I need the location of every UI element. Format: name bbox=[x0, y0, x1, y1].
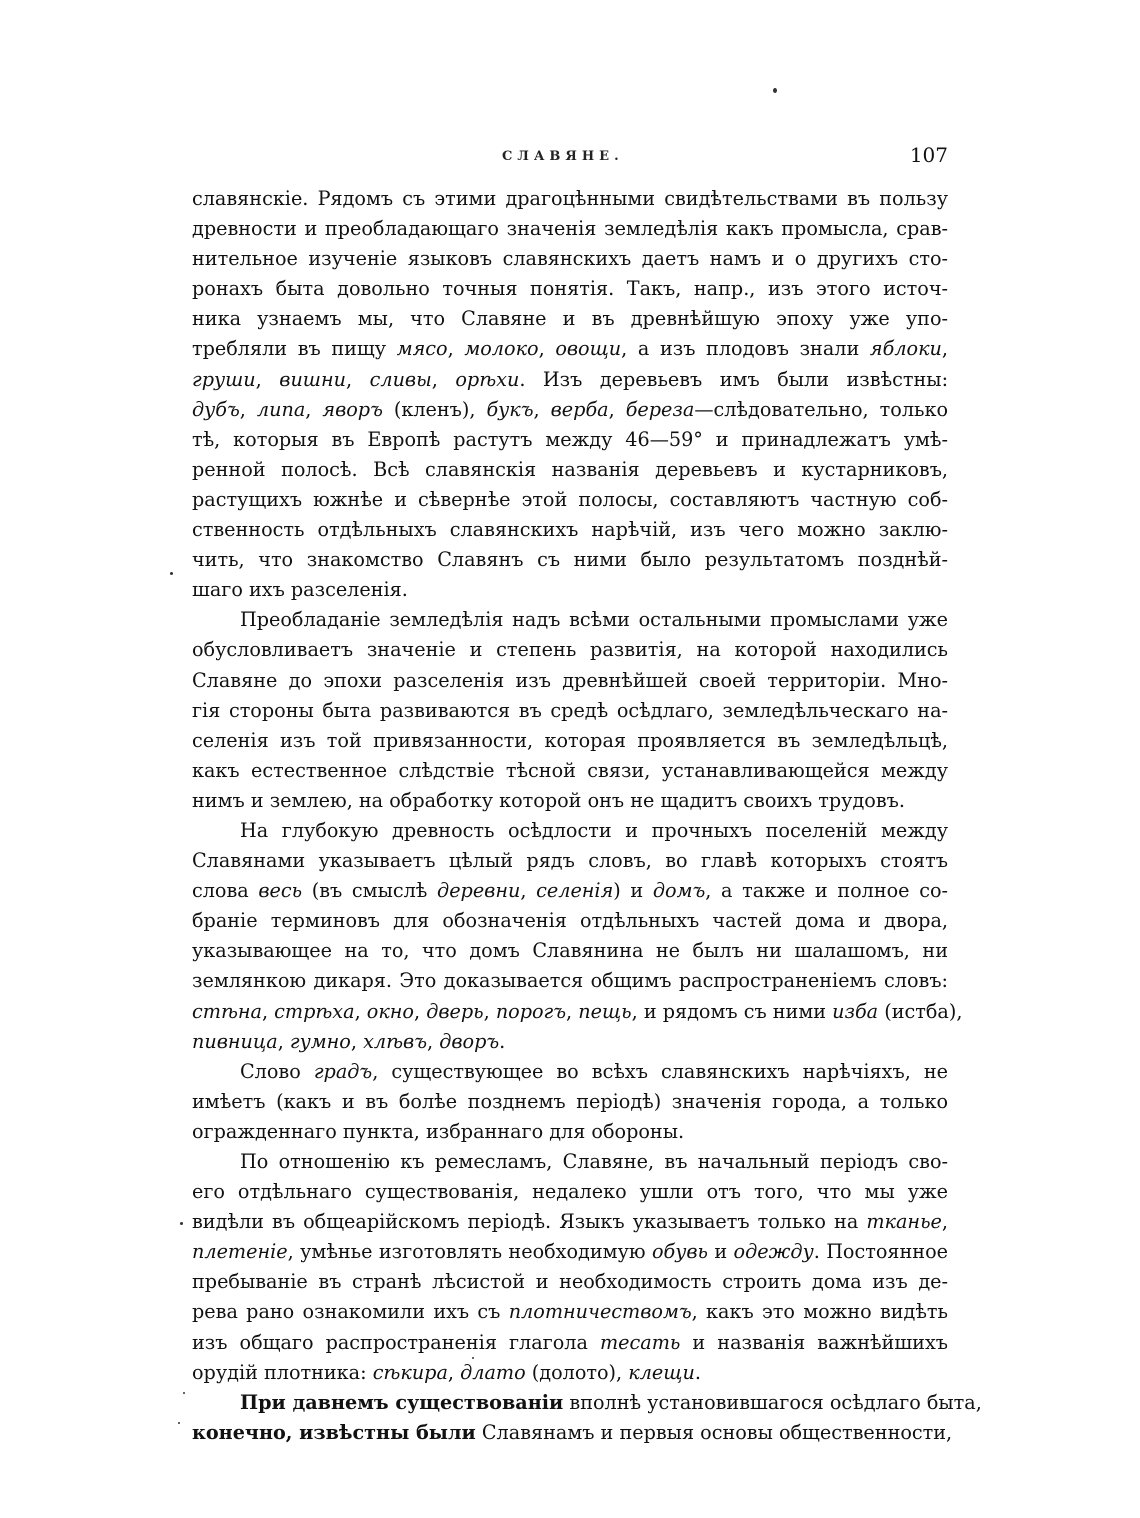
text-run: По отношенiю къ ремесламъ, Славяне, въ начальный перiодъ сво- bbox=[240, 1150, 948, 1173]
text-run: какъ естественное слѣдствiе тѣсной связи, устанавливающейся между bbox=[192, 758, 948, 782]
text-line bbox=[192, 1057, 948, 1087]
text-run: (въ смыслѣ bbox=[302, 879, 438, 903]
text-run: растущихъ южнѣе и сѣвернѣе этой полосы, составляютъ частную соб- bbox=[192, 487, 948, 511]
text-line bbox=[192, 1177, 948, 1207]
italic-term: сливы bbox=[369, 367, 432, 391]
text-line bbox=[192, 545, 948, 575]
text-run: , bbox=[431, 367, 456, 391]
text-line bbox=[192, 726, 948, 756]
paragraph bbox=[192, 1388, 982, 1448]
italic-term: вишни bbox=[279, 367, 346, 391]
italic-term: длато bbox=[460, 1360, 526, 1384]
text-run: , bbox=[941, 1210, 948, 1234]
text-run: , а также и полное со- bbox=[705, 879, 948, 903]
italic-term: плетенiе bbox=[192, 1240, 288, 1264]
italic-term: порогъ bbox=[495, 999, 567, 1023]
text-run: . Изъ деревьевъ имъ были извѣстны: bbox=[519, 367, 949, 391]
text-line bbox=[192, 876, 948, 906]
italic-term: домъ bbox=[652, 879, 706, 903]
italic-term: береза bbox=[625, 397, 695, 421]
text-run: На глубокую древность осѣдлости и прочныхъ поселенiй между bbox=[240, 818, 948, 842]
italic-term: молоко bbox=[464, 337, 539, 361]
italic-term: плотничествомъ bbox=[508, 1300, 692, 1324]
text-run: , bbox=[447, 337, 465, 361]
text-run: бранiе терминовъ для обозначенiя отдѣльныхъ частей дома и двора, bbox=[192, 909, 948, 933]
text-run: , bbox=[608, 397, 626, 421]
bold-text: конечно, извѣстны были bbox=[192, 1420, 476, 1444]
text-run: . bbox=[499, 1029, 506, 1053]
text-line bbox=[192, 635, 948, 665]
italic-term: груши bbox=[192, 367, 256, 391]
text-line bbox=[192, 334, 948, 364]
text-run: Славяне до эпохи разселенiя изъ древнѣйшей своей территорiи. Мно- bbox=[192, 668, 948, 692]
scan-speck bbox=[183, 1392, 185, 1394]
text-run: его отдѣльнаго существованiя, недалеко ушли отъ того, что мы уже bbox=[192, 1180, 948, 1204]
text-run: (кленъ), bbox=[382, 397, 487, 421]
text-line bbox=[192, 1207, 948, 1237]
paragraph bbox=[192, 184, 948, 605]
italic-term: весь bbox=[258, 879, 303, 903]
italic-term: пещь bbox=[578, 999, 632, 1023]
text-run: нительное изученiе языковъ славянскихъ даетъ намъ и о другихъ сто- bbox=[192, 247, 948, 271]
text-run: имѣетъ (какъ и въ болѣе позднемъ перiодѣ) значенiя города, а только bbox=[192, 1089, 948, 1113]
text-run: и bbox=[707, 1240, 734, 1264]
italic-term: клещи bbox=[628, 1360, 695, 1384]
italic-term: окно bbox=[366, 999, 414, 1023]
scan-speck bbox=[178, 1422, 180, 1424]
text-line bbox=[192, 1418, 953, 1448]
text-run: , bbox=[941, 337, 949, 361]
text-line bbox=[192, 575, 948, 605]
text-run: и названiя важнѣйшихъ bbox=[680, 1330, 948, 1354]
bold-text: При давнемъ существованiи bbox=[240, 1390, 564, 1414]
text-line bbox=[192, 304, 948, 334]
italic-term: деревни bbox=[437, 879, 521, 903]
text-run: , bbox=[520, 879, 537, 903]
text-run: чить, что знакомство Славянъ съ ними было результатомъ позднѣй- bbox=[192, 548, 948, 572]
text-run: пребыванiе въ странѣ лѣсистой и необходимость строить дома изъ де- bbox=[192, 1270, 948, 1294]
paragraph bbox=[192, 1057, 948, 1147]
text-run: , какъ это можно видѣть bbox=[691, 1300, 948, 1324]
text-run: , bbox=[350, 1029, 364, 1053]
text-line bbox=[192, 395, 948, 425]
text-run: указывающее на то, что домъ Славянина не былъ ни шалашомъ, ни bbox=[192, 939, 948, 963]
text-run: ственность отдѣльныхъ славянскихъ нарѣчiй, изъ чего можно заклю- bbox=[192, 518, 948, 542]
text-run: . Постоянное bbox=[813, 1240, 948, 1264]
text-line bbox=[192, 936, 948, 966]
text-run: , bbox=[345, 367, 370, 391]
text-run: ренной полосѣ. Всѣ славянскiя названiя деревьевъ и кустарниковъ, bbox=[192, 457, 948, 481]
text-line bbox=[192, 816, 948, 846]
text-run: ронахъ быта довольно точныя понятiя. Такъ, напр., изъ этого источ- bbox=[192, 277, 948, 301]
text-line bbox=[192, 425, 948, 455]
text-run: , bbox=[533, 397, 551, 421]
text-run: —слѣдовательно, только bbox=[694, 397, 948, 421]
text-run: ) и bbox=[613, 879, 653, 903]
paragraph bbox=[192, 1147, 948, 1388]
italic-term: одежду bbox=[733, 1240, 814, 1264]
page-header bbox=[192, 143, 948, 173]
text-run: (долото), bbox=[525, 1360, 629, 1384]
text-line bbox=[192, 274, 948, 304]
paragraph bbox=[192, 816, 963, 1057]
text-line bbox=[192, 455, 948, 485]
running-title: СЛАВЯНЕ. bbox=[502, 149, 624, 164]
text-line bbox=[192, 1328, 948, 1358]
italic-term: дубъ bbox=[192, 397, 240, 421]
italic-term: букъ bbox=[486, 397, 534, 421]
italic-term: стрѣха bbox=[274, 999, 355, 1023]
text-line bbox=[192, 1358, 948, 1388]
italic-term: верба bbox=[550, 397, 609, 421]
scan-speck bbox=[170, 572, 173, 575]
text-run: шаго ихъ разселенiя. bbox=[192, 578, 408, 602]
italic-term: яблоки bbox=[869, 337, 942, 361]
italic-term: мясо bbox=[396, 337, 448, 361]
italic-term: овощи bbox=[555, 337, 622, 361]
text-run: селенiя изъ той привязанности, которая проявляется въ земледѣльцѣ, bbox=[192, 728, 948, 752]
text-line bbox=[192, 906, 948, 936]
text-run: , bbox=[538, 337, 556, 361]
text-run: Преобладанiе земледѣлiя надъ всѣми остальными промыслами уже bbox=[240, 608, 948, 632]
text-run: , bbox=[427, 1029, 440, 1053]
scan-speck bbox=[773, 88, 777, 93]
text-run: изъ общаго распространенiя глагола bbox=[192, 1330, 600, 1354]
text-run: , bbox=[261, 999, 275, 1023]
text-run: (истба), bbox=[878, 999, 963, 1023]
italic-term: хлѣвъ bbox=[363, 1029, 427, 1053]
text-line bbox=[192, 1297, 948, 1327]
text-run: древности и преобладающаго значенiя земледѣлiя какъ промысла, срав- bbox=[192, 217, 948, 241]
italic-term: тесать bbox=[599, 1330, 681, 1354]
text-line bbox=[192, 997, 963, 1027]
scan-speck bbox=[180, 1222, 183, 1225]
text-run: обусловливаетъ значенiе и степень развитiя, на которой находились bbox=[192, 638, 948, 662]
text-line bbox=[192, 1147, 948, 1177]
text-line bbox=[192, 1117, 948, 1147]
text-run: , bbox=[566, 999, 579, 1023]
text-run: гiя стороны быта развиваются въ средѣ осѣдлаго, земледѣльческаго на- bbox=[192, 698, 948, 722]
text-line bbox=[192, 666, 948, 696]
italic-term: дворъ bbox=[439, 1029, 500, 1053]
text-run: нимъ и землею, на обработку которой онъ не щадитъ своихъ трудовъ. bbox=[192, 788, 905, 812]
text-line bbox=[192, 214, 948, 244]
text-line bbox=[192, 485, 948, 515]
text-run: слова bbox=[192, 879, 259, 903]
text-line bbox=[192, 1087, 948, 1117]
italic-term: липа bbox=[256, 397, 306, 421]
text-line bbox=[192, 846, 948, 876]
text-run: ника узнаемъ мы, что Славяне и въ древнѣйшую эпоху уже упо- bbox=[192, 307, 948, 331]
text-run: землянкою дикаря. Это доказывается общимъ распространенiемъ словъ: bbox=[192, 969, 948, 993]
italic-term: сѣкира bbox=[372, 1360, 448, 1384]
text-line bbox=[192, 1388, 982, 1418]
text-run: , bbox=[255, 367, 280, 391]
text-line bbox=[192, 1237, 948, 1267]
text-line bbox=[192, 1027, 948, 1057]
scan-speck bbox=[472, 1357, 474, 1359]
text-line bbox=[192, 515, 948, 545]
text-run: , bbox=[239, 397, 257, 421]
text-run: Славянами указываетъ цѣлый рядъ словъ, во главѣ которыхъ стоятъ bbox=[192, 849, 948, 873]
text-run: , bbox=[483, 999, 496, 1023]
text-run: вполнѣ установившагося осѣдлаго быта, bbox=[563, 1390, 982, 1414]
text-run: тѣ, которыя въ Европѣ растутъ между 46—59° и принадлежатъ умѣ- bbox=[192, 427, 948, 451]
text-run: , а изъ плодовъ знали bbox=[621, 337, 870, 361]
text-run: видѣли въ общеарiйскомъ перiодѣ. Языкъ указываетъ только на bbox=[192, 1210, 867, 1234]
text-line bbox=[192, 605, 948, 635]
italic-term: селенiя bbox=[536, 879, 614, 903]
text-line bbox=[192, 696, 948, 726]
text-line bbox=[192, 1267, 948, 1297]
italic-term: стѣна bbox=[192, 999, 262, 1023]
text-line bbox=[192, 184, 948, 214]
text-run: огражденнаго пункта, избраннаго для обороны. bbox=[192, 1119, 685, 1143]
italic-term: градъ bbox=[313, 1059, 373, 1083]
text-run: требляли въ пищу bbox=[192, 337, 397, 361]
text-line bbox=[192, 966, 948, 996]
italic-term: тканье bbox=[866, 1210, 942, 1234]
body-text bbox=[192, 184, 982, 1448]
italic-term: орѣхи bbox=[455, 367, 520, 391]
text-run: , bbox=[447, 1360, 461, 1384]
italic-term: пивница bbox=[192, 1029, 278, 1053]
text-run: , bbox=[354, 999, 367, 1023]
text-run: Славянамъ и первыя основы общественности, bbox=[475, 1420, 953, 1444]
text-line bbox=[192, 365, 948, 395]
italic-term: обувь bbox=[651, 1240, 708, 1264]
text-run: . bbox=[694, 1360, 701, 1384]
italic-term: изба bbox=[832, 999, 879, 1023]
text-line bbox=[192, 756, 948, 786]
italic-term: гумно bbox=[289, 1029, 351, 1053]
text-line bbox=[192, 244, 948, 274]
text-line bbox=[192, 786, 948, 816]
text-run: рева рано ознакомили ихъ съ bbox=[192, 1300, 509, 1324]
italic-term: яворъ bbox=[322, 397, 383, 421]
text-run: , bbox=[413, 999, 427, 1023]
text-run: , bbox=[277, 1029, 290, 1053]
text-run: , bbox=[305, 397, 323, 421]
text-run: , существующее во всѣхъ славянскихъ нарѣчiяхъ, не bbox=[372, 1059, 948, 1083]
text-run: орудiй плотника: bbox=[192, 1360, 373, 1384]
text-run: , умѣнье изготовлять необходимую bbox=[287, 1240, 652, 1264]
paragraph bbox=[192, 605, 948, 816]
text-run: , и рядомъ съ ними bbox=[631, 999, 833, 1023]
italic-term: дверь bbox=[426, 999, 484, 1023]
text-run: славянскiе. Рядомъ съ этими драгоцѣнными свидѣтельствами въ пользу bbox=[192, 187, 948, 210]
text-run: Слово bbox=[240, 1059, 314, 1083]
page-number: 107 bbox=[909, 143, 948, 167]
